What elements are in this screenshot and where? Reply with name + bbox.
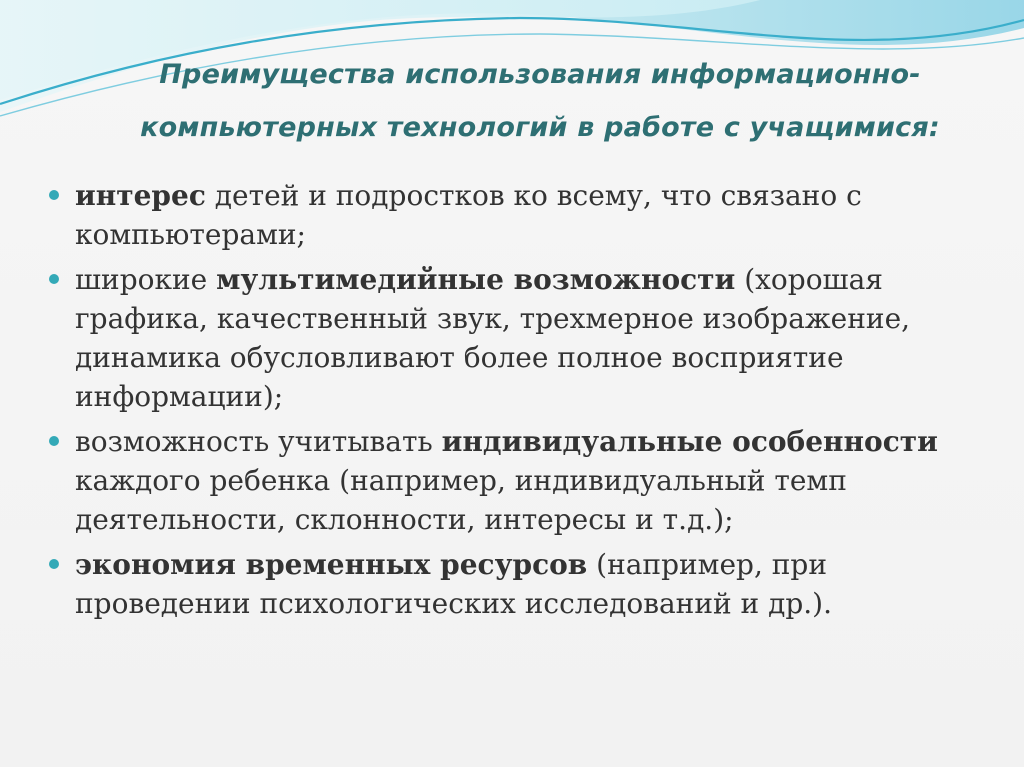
circle-bullet-icon — [49, 559, 59, 569]
slide-title — [60, 48, 1020, 154]
circle-bullet-icon — [49, 436, 59, 446]
bullet-item-multimedia — [40, 260, 1000, 416]
bullet-bold-text: экономия временных ресурсов — [75, 548, 588, 581]
circle-bullet-icon — [49, 274, 59, 284]
title-line-1: Преимущества использования информационно- — [159, 59, 921, 90]
bullet-bold-text: мультимедийные возможности — [216, 263, 736, 296]
bullet-text: возможность учитывать — [75, 425, 442, 458]
bullet-text: широкие — [75, 263, 217, 296]
bullet-item-time-economy — [40, 545, 1000, 623]
bullet-bold-text: индивидуальные особенности — [441, 425, 938, 458]
bullet-text: детей и подростков ко всему, что связано с компьютерами; — [75, 179, 862, 251]
title-line-2: компьютерных технологий в работе с учащимися: — [140, 112, 940, 143]
bullet-bold-text: интерес — [75, 179, 206, 212]
bullet-text: (хорошая графика, качественный звук, трехмерное изображение, динамика обусловливают более полное восприятие информации); — [75, 263, 911, 413]
circle-bullet-icon — [49, 190, 59, 200]
bullet-text: каждого ребенка (например, индивидуальный темп деятельности, склонности, интересы и т.д.); — [75, 464, 847, 536]
bullet-list — [40, 176, 1000, 629]
bullet-item-interest — [40, 176, 1000, 254]
bullet-item-individual — [40, 422, 1000, 539]
bullet-text: (например, при проведении психологических исследований и др.). — [75, 548, 832, 620]
